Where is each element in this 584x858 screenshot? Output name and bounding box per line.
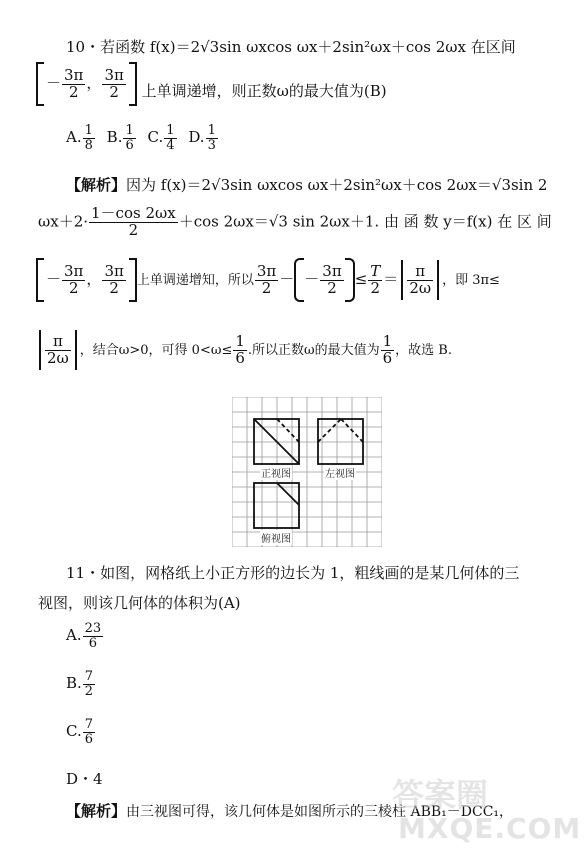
minus-sign: － (304, 270, 320, 288)
fraction-numerator: T (370, 261, 381, 280)
fraction-numerator: 1 (125, 123, 134, 138)
fraction-denominator: 2 (327, 278, 337, 297)
left-paren (294, 258, 304, 302)
analysis-text: 因为 f(x)＝2√3sin ωxcos ωx＋2sin²ωx＋cos 2ωx＝√3sin 2 (126, 176, 548, 194)
choice-label: D. (188, 128, 205, 147)
three-view-figure (232, 397, 382, 547)
choice-c[interactable] (147, 123, 178, 153)
fraction-numerator: 3π (104, 261, 124, 280)
choice-label: B. (66, 674, 82, 693)
fraction-numerator: 3π (64, 261, 84, 280)
fraction-denominator: 2 (370, 278, 381, 297)
fraction-denominator: 6 (235, 348, 245, 367)
analysis-fraction (89, 206, 178, 239)
side-view-caption: 左视图 (324, 465, 356, 480)
le-sign: ≤ (354, 270, 368, 288)
fraction-denominator: 6 (88, 635, 98, 651)
abs-bar (401, 260, 403, 300)
q10-choices (66, 124, 219, 152)
fraction-numerator: 1 (235, 331, 245, 350)
analysis-text: ，故选 B. (395, 343, 452, 358)
q11-choice-c[interactable] (66, 718, 96, 746)
fraction-numerator: π (407, 264, 433, 281)
fraction-denominator: 6 (84, 731, 93, 747)
choice-label: D・4 (66, 770, 103, 788)
q11-choice-a[interactable] (66, 622, 104, 650)
fraction-denominator: 2 (128, 220, 139, 239)
q10-analysis-line4 (36, 330, 452, 370)
front-view-hidden-edge (277, 419, 299, 442)
fraction-denominator: 4 (166, 137, 175, 153)
right-paren (345, 258, 355, 302)
interval-start-fraction (62, 65, 85, 101)
comma: ， (86, 74, 102, 92)
front-view-caption: 正视图 (260, 465, 292, 480)
q11-choice-b[interactable] (66, 670, 96, 698)
q11-stem-text-2: 视图，则该几何体的体积为(A) (38, 594, 241, 612)
analysis-text: 上单调递增知，所以 (136, 273, 254, 288)
fraction-numerator: 1 (207, 123, 216, 138)
fraction-numerator: 7 (84, 717, 93, 732)
fraction-numerator: 1 (382, 331, 393, 350)
minus-sign: － (46, 270, 62, 288)
q11-stem-line1 (66, 562, 519, 583)
fraction-numerator: 1 (84, 123, 93, 138)
abs-bar (39, 330, 41, 370)
choice-label: A. (66, 128, 82, 147)
q11-stem-line2 (38, 592, 241, 613)
analysis-text: ，结合ω>0，可得 0<ω≤ (79, 343, 233, 358)
left-bracket (36, 258, 44, 302)
interval-end-fraction (102, 65, 125, 101)
side-view-hidden-edge (318, 419, 341, 442)
fraction-denominator: 8 (84, 137, 93, 153)
fraction-numerator: 3π (256, 261, 277, 280)
fraction-denominator: 2 (84, 683, 94, 699)
abs-bar (437, 260, 439, 300)
fraction-denominator: 3 (207, 137, 216, 153)
fraction-numerator: 3π (104, 65, 124, 84)
choice-a[interactable] (66, 123, 96, 153)
watermark-logo: 答案圈 (392, 776, 489, 814)
fraction-numerator: 1 (166, 123, 175, 138)
minus-sign: － (46, 74, 62, 92)
fraction-numerator: 3π (322, 261, 342, 280)
q10-analysis-line2 (38, 206, 552, 239)
watermark-url: MXQE.COM (398, 812, 582, 845)
analysis-text: ，即 3π≤ (442, 273, 500, 288)
fraction-denominator: 2 (261, 278, 272, 297)
choice-label: C. (147, 128, 164, 147)
choice-b[interactable] (106, 123, 137, 153)
abs-bar (75, 330, 77, 370)
analysis-tag: 【解析】 (66, 176, 127, 194)
choice-label: C. (66, 722, 82, 741)
fraction-numerator: 23 (84, 621, 102, 636)
left-bracket (36, 62, 44, 106)
q10-stem-line1 (66, 36, 516, 57)
right-bracket (129, 62, 137, 106)
q10-analysis-line3 (36, 258, 500, 302)
analysis-text: .所以正数ω的最大值为 (247, 343, 380, 358)
analysis-tag: 【解析】 (66, 802, 127, 820)
fraction-denominator: 2 (68, 82, 79, 101)
fraction-numerator: 7 (84, 669, 94, 684)
grid-diagram (232, 397, 382, 547)
analysis-text: 由三视图可得，该几何体是如图所示的三棱柱 ABB₁－DCC₁， (126, 804, 514, 820)
top-view-caption: 俯视图 (260, 530, 292, 545)
analysis-text: ωx＋2· (38, 212, 89, 231)
right-bracket (129, 258, 137, 302)
comma: ， (86, 270, 102, 288)
fraction-denominator: 2 (109, 278, 119, 297)
q10-stem-text-2: 上单调递增，则正数ω的最大值为(B) (141, 82, 387, 100)
q11-choice-d[interactable] (66, 768, 103, 789)
fraction-denominator: 2ω (47, 348, 69, 367)
choice-label: A. (66, 626, 82, 645)
equals-sign: ＝ (383, 270, 399, 288)
choice-d[interactable] (188, 123, 219, 153)
q11-stem-text: 11・如图，网格纸上小正方形的边长为 1，粗线画的是某几何体的三 (66, 564, 520, 582)
q10-stem-text: 10・若函数 f(x)＝2√3sin ωxcos ωx＋2sin²ωx＋cos 2ωx 在区间 (66, 38, 516, 56)
fraction-denominator: 2ω (409, 278, 432, 297)
fraction-numerator: 3π (64, 65, 84, 84)
fraction-denominator: 2 (68, 278, 79, 297)
fraction-denominator: 6 (125, 137, 134, 153)
fraction-denominator: 2 (109, 82, 119, 101)
q10-interval-line (36, 62, 387, 106)
fraction-denominator: 6 (382, 348, 393, 367)
fraction-numerator: 1－cos 2ωx (91, 204, 176, 222)
q10-analysis-line1 (66, 174, 547, 195)
choice-label: B. (106, 128, 123, 147)
minus-sign: － (279, 270, 295, 288)
analysis-text: ＋cos 2ωx＝√3 sin 2ωx＋1. 由 函 数 y＝f(x) 在 区 间 (178, 212, 552, 231)
fraction-numerator: π (45, 334, 71, 351)
